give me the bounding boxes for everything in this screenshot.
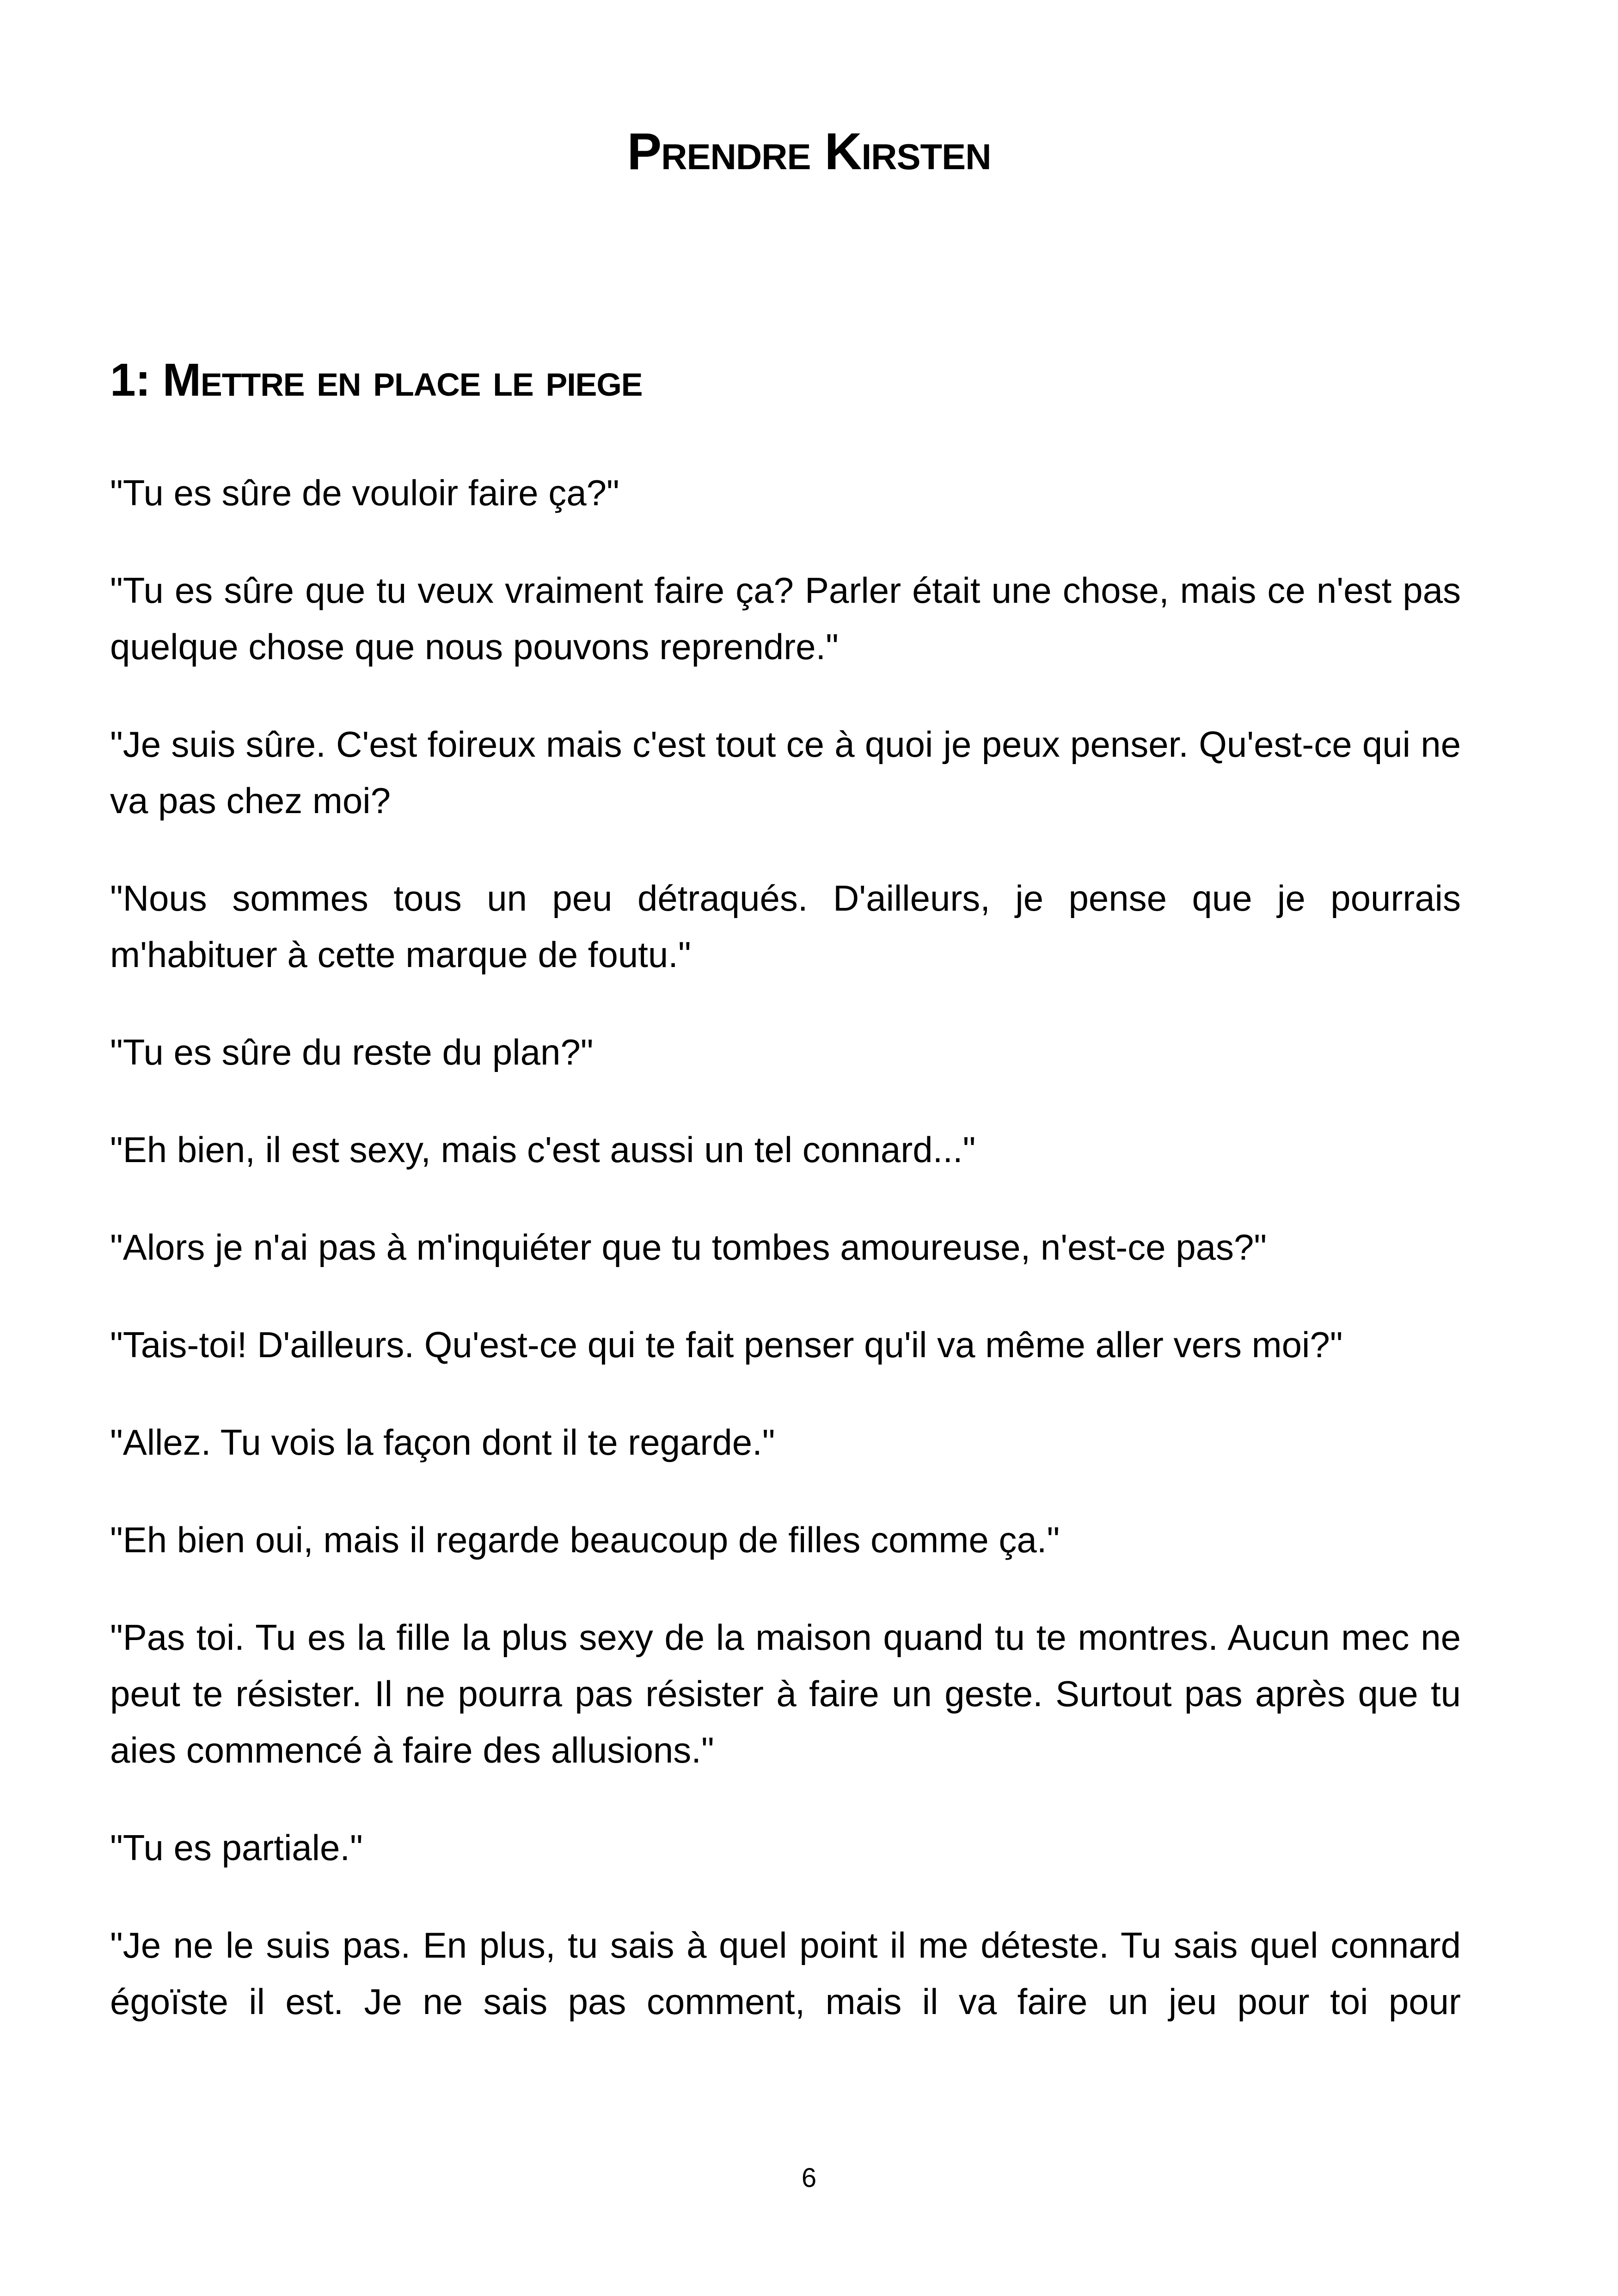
paragraph: "Tais-toi! D'ailleurs. Qu'est-ce qui te fait penser qu'il va même aller vers moi?" xyxy=(110,1324,1343,1365)
chapter-heading: 1: Mettre en place le piege xyxy=(110,354,643,406)
paragraph: "Pas toi. Tu es la fille la plus sexy de la maison quand tu te montres. Aucun mec ne peut te résister. Il ne pourra pas résister à faire un geste. Surtout pas après que tu aies commencé à faire des allusions." xyxy=(110,1617,1461,1770)
paragraph: "Alors je n'ai pas à m'inquiéter que tu tombes amoureuse, n'est-ce pas?" xyxy=(110,1227,1267,1267)
paragraph: "Eh bien, il est sexy, mais c'est aussi un tel connard..." xyxy=(110,1129,976,1170)
paragraph: "Nous sommes tous un peu détraqués. D'ailleurs, je pense que je pourrais m'habituer à cette marque de foutu." xyxy=(110,878,1461,975)
paragraph-continued: "Je ne le suis pas. En plus, tu sais à quel point il me déteste. Tu sais quel connard égoïste il est. Je ne sais pas comment, mais il va faire un jeu pour toi pour xyxy=(110,1925,1461,2022)
paragraph: "Je suis sûre. C'est foireux mais c'est tout ce à quoi je peux penser. Qu'est-ce qui ne va pas chez moi? xyxy=(110,724,1461,821)
paragraph: "Tu es partiale." xyxy=(110,1827,363,1868)
paragraph: "Tu es sûre de vouloir faire ça?" xyxy=(110,472,619,513)
paragraph: "Allez. Tu vois la façon dont il te regarde." xyxy=(110,1422,775,1463)
paragraph: "Tu es sûre du reste du plan?" xyxy=(110,1032,594,1072)
paragraph: "Tu es sûre que tu veux vraiment faire ça? Parler était une chose, mais ce n'est pas quelque chose que nous pouvons reprendre." xyxy=(110,570,1461,667)
book-title: Prendre Kirsten xyxy=(627,122,991,180)
paragraph: "Eh bien oui, mais il regarde beaucoup de filles comme ça." xyxy=(110,1519,1060,1560)
page-number: 6 xyxy=(801,2163,817,2193)
body-text xyxy=(110,465,1461,2071)
